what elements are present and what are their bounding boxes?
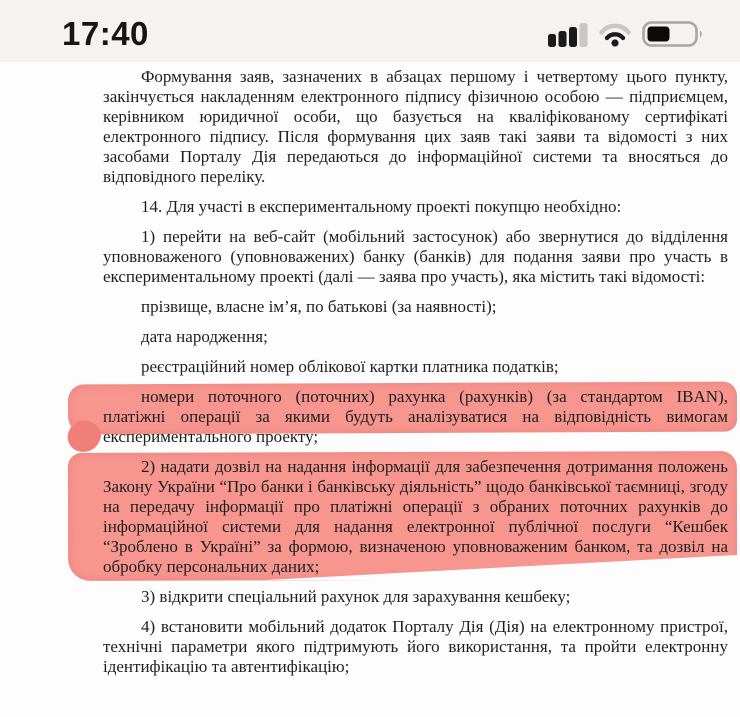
status-icons (548, 20, 706, 48)
paragraph-subitem-4: 4) встановити мобільний додаток Порталу Дія (Дія) на електронному пристрої, технічні параметри якого підтримують його використання, та пройти електронну ідентифікацію та автентифікацію; (103, 617, 728, 676)
paragraph-surname: прізвище, власне ім’я, по батькові (за наявності); (141, 297, 497, 316)
paragraph-item-14: 14. Для участі в експериментальному проекті покупцю необхідно: (141, 197, 622, 216)
clock: 17:40 (62, 15, 149, 52)
paragraph-forming-applications: Формування заяв, зазначених в абзацах першому і четвертому цього пункту, закінчується накладенням електронного підпису фізичною особою — підприємцем, керівником юридичної особи, що базується на кваліфікованому сертифікаті електронного підпису. Після формування цих заяв такі заяви та відомості з них засобами Порталу Дія передаються до інформаційної системи та вносяться до відповідного переліку. (103, 67, 728, 186)
paragraph-tax-number: реєстраційний номер облікової картки платника податків; (141, 357, 559, 376)
paragraph-subitem-2: 2) надати дозвіл на надання інформації для забезпечення дотримання положень Закону України “Про банки і банківську діяльність” щодо банківської таємниці, згоду на передачу інформації про платіжні операції з обраних поточних рахунків до інформаційної системи для надання електронної публічної послуги “Кешбек “Зроблено в Україні” за формою, визначеною уповноваженим банком, та дозвіл на обробку персональних даних; (103, 457, 728, 577)
paragraph-subitem-3: 3) відкрити спеціальний рахунок для зарахування кешбеку; (141, 587, 571, 606)
status-bar (0, 0, 740, 62)
paragraph-subitem-1: 1) перейти на веб-сайт (мобільний застосунок) або звернутися до відділення уповноваженого (уповноважених) банку (банків) для подання заяви про участь в експериментальному проекті (далі — заява про участь), яка містить такі відомості: (103, 227, 728, 286)
paragraph-account-numbers: номери поточного (поточних) рахунка (рахунків) (за стандартом IBAN), платіжні операції за якими будуть аналізуватися на відповідність вимогам експериментального проекту; (103, 387, 728, 447)
document-scroll-area[interactable] (0, 62, 740, 717)
cellular-signal-icon (548, 21, 588, 47)
wifi-icon (599, 22, 631, 47)
paragraph-birthdate: дата народження; (141, 327, 268, 346)
battery-icon (642, 20, 706, 48)
